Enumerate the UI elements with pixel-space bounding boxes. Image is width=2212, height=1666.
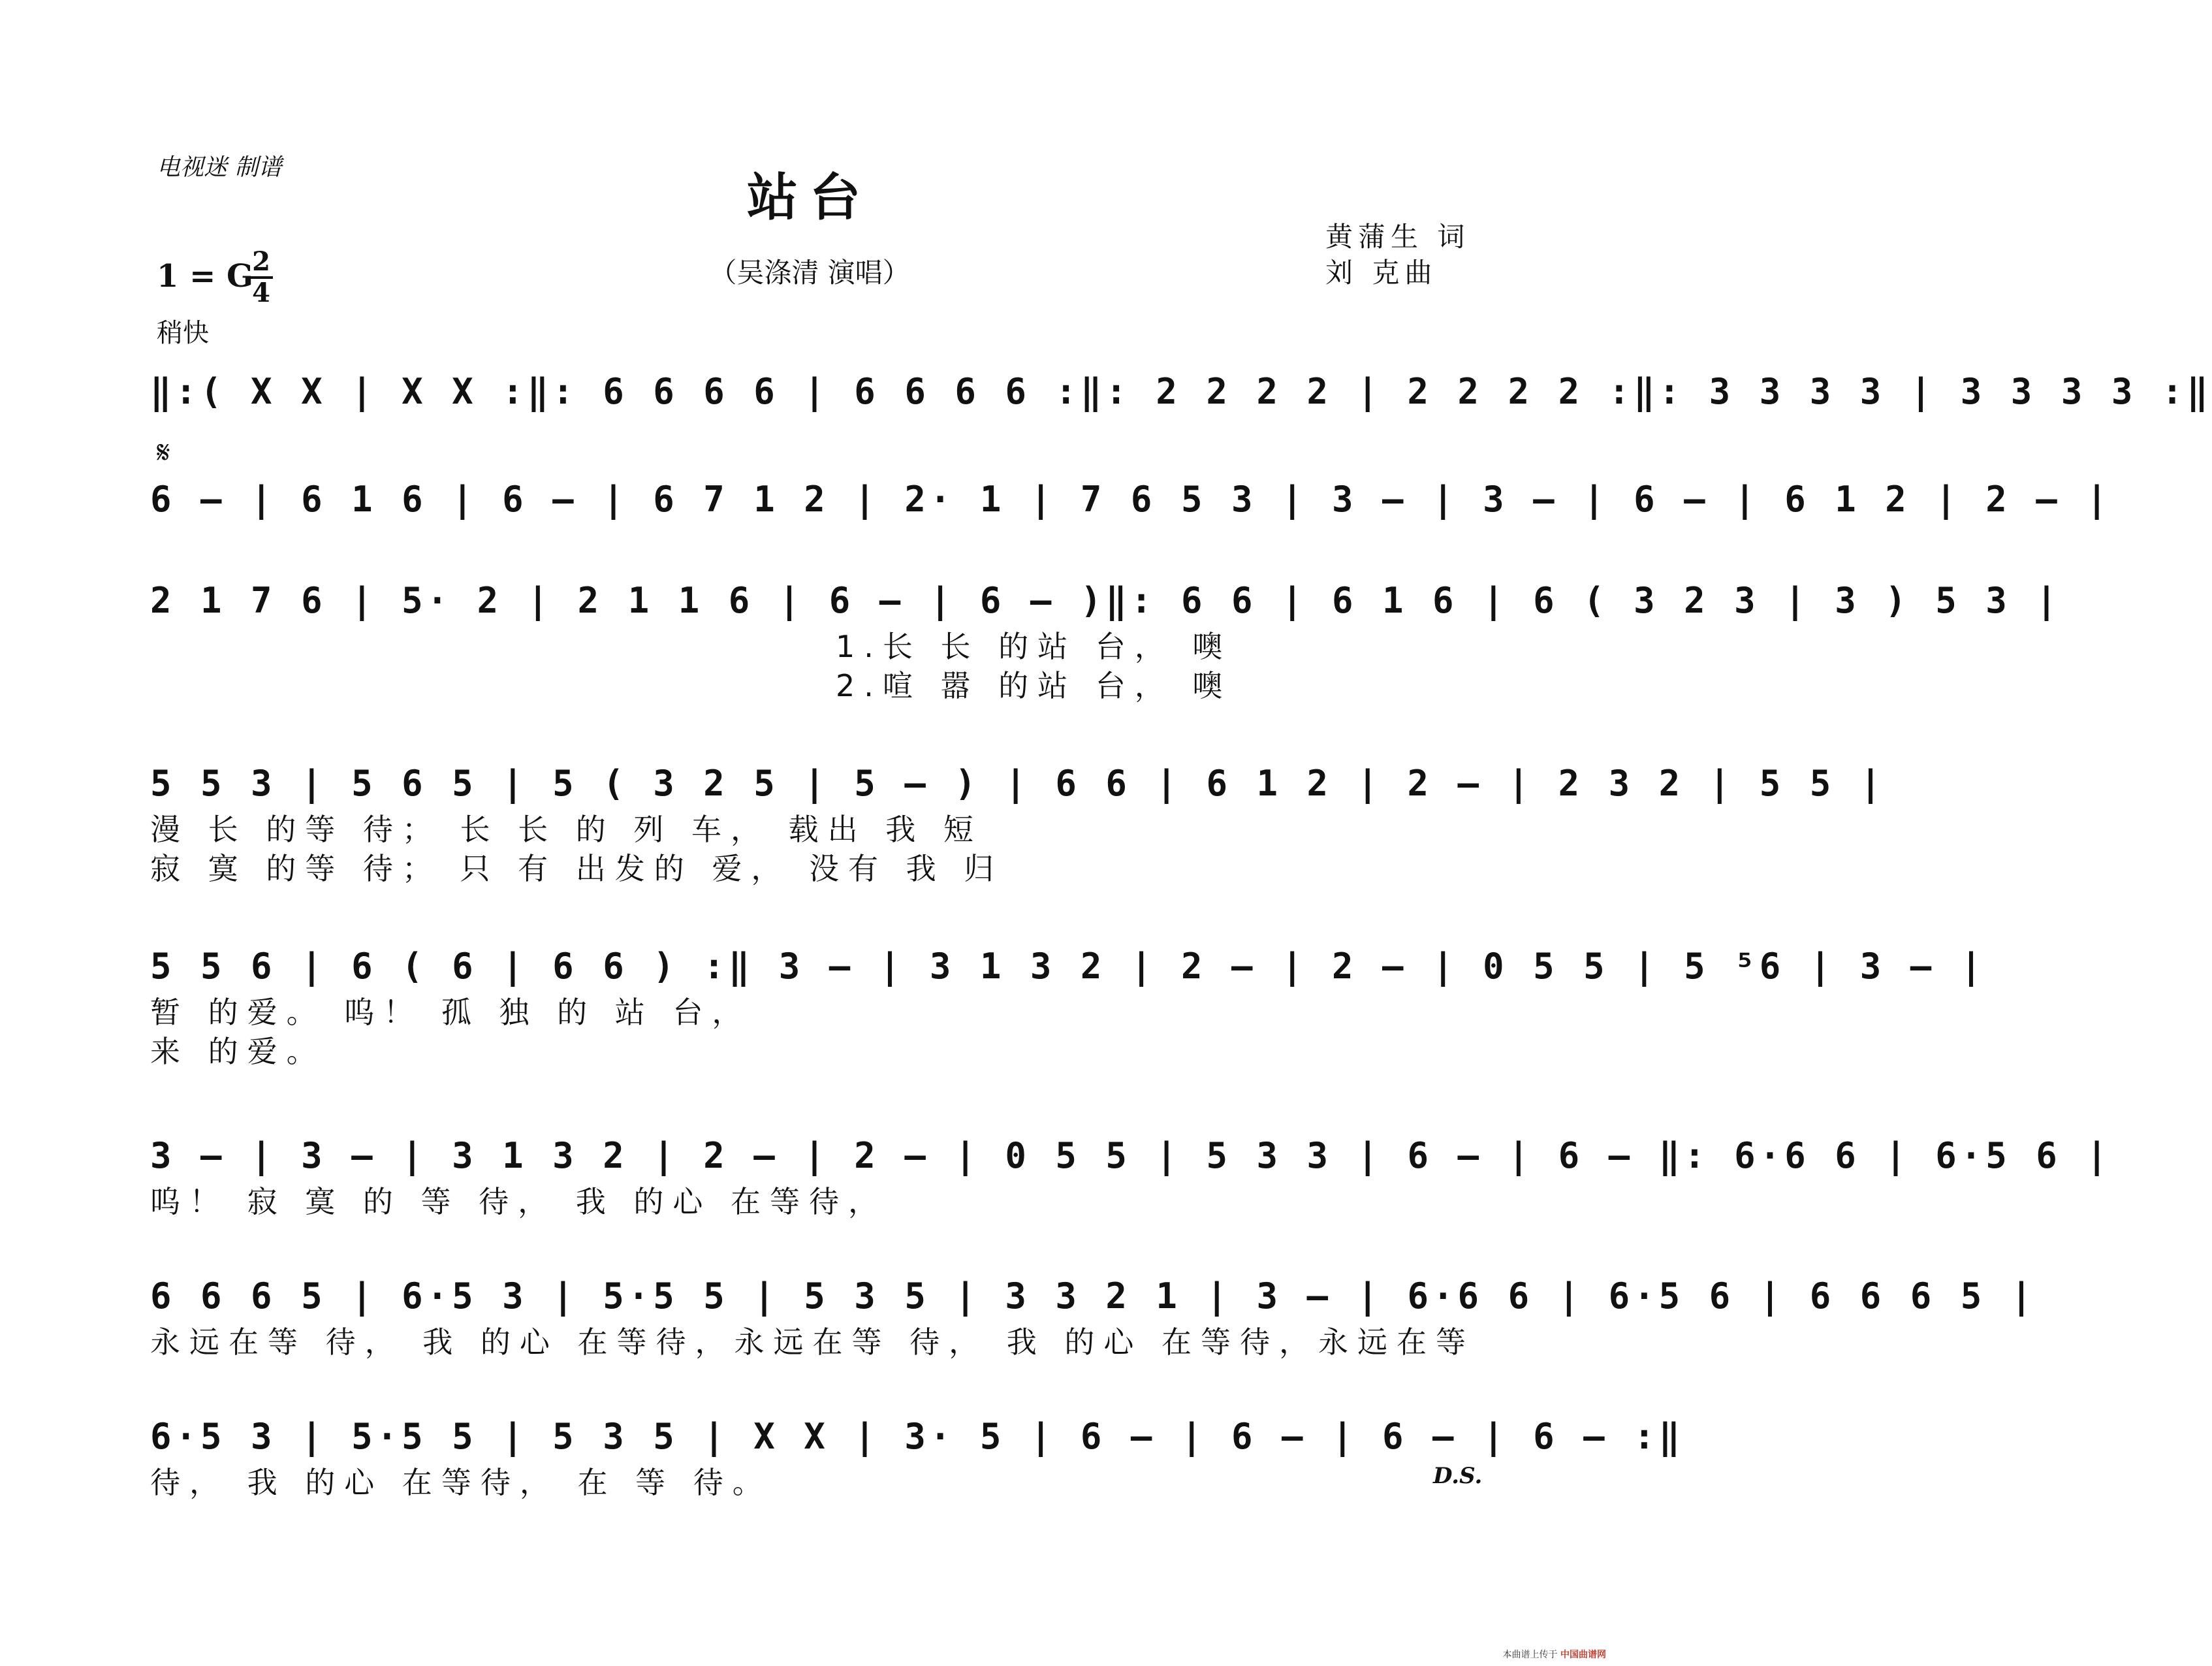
lyric-verse-1: 待， 我 的心 在等待， 在 等 待。 xyxy=(150,1465,772,1500)
score-row-1 xyxy=(150,366,2212,418)
lyricist-credit: 黄蒲生 词 xyxy=(1325,221,1470,253)
lyric-verse-1: 呜！ 寂 寞 的 等 待， 我 的心 在等待， xyxy=(150,1184,887,1219)
site-logo[interactable]: 中国曲谱网 xyxy=(1560,1650,1606,1660)
dal-segno-mark: D.S. xyxy=(1433,1463,1483,1489)
song-title: 站台 xyxy=(746,168,872,227)
score-row-2 xyxy=(150,473,2111,526)
time-signature-bottom: 4 xyxy=(252,278,270,308)
notes-line: 6·5 3 | 5·5 5 | 5 3 5 | X X | 3· 5 | 6 – | 6 – | 6 – | 6 – :‖ xyxy=(150,1416,1684,1457)
lyric-verse-2: 寂 寞 的等 待； 只 有 出发的 爱， 没有 我 归 xyxy=(150,851,1003,886)
segno-icon: 𝄋 xyxy=(157,434,170,471)
lyric-verse-1: 暂 的爱。 呜！ 孤 独 的 站 台， xyxy=(150,995,751,1030)
score-row-6 xyxy=(150,1130,2111,1221)
score-row-7 xyxy=(150,1270,2036,1362)
lyric-verse-1: 1.长 长 的站 台， 噢 xyxy=(836,629,1232,664)
lyric-verse-2: 来 的爱。 xyxy=(150,1034,326,1069)
notes-line: 2 1 7 6 | 5· 2 | 2 1 1 6 | 6 – | 6 – )‖: 6 6 | 6 1 6 | 6 ( 3 2 3 | 3 ) 5 3 | xyxy=(150,580,2061,621)
score-row-8 xyxy=(150,1411,1684,1502)
tempo-marking: 稍快 xyxy=(157,318,209,348)
score-row-4 xyxy=(150,758,1886,888)
notes-line: ‖:( X X | X X :‖: 6 6 6 6 | 6 6 6 6 :‖: 2 2 2 2 | 2 2 2 2 :‖: 3 3 3 3 | 3 3 3 3 :‖ xyxy=(150,371,2212,412)
time-signature-top: 2 xyxy=(252,246,270,277)
notes-line: 6 – | 6 1 6 | 6 – | 6 7 1 2 | 2· 1 | 7 6 5 3 | 3 – | 3 – | 6 – | 6 1 2 | 2 – | xyxy=(150,479,2111,520)
score-maker: 电视迷 制谱 xyxy=(157,154,282,181)
score-row-5 xyxy=(150,940,1986,1071)
key-signature: 1 = G xyxy=(157,258,254,295)
notes-line: 6 6 6 5 | 6·5 3 | 5·5 5 | 5 3 5 | 3 3 2 1 | 3 – | 6·6 6 | 6·5 6 | 6 6 6 5 | xyxy=(150,1275,2036,1317)
composer-credit: 刘 克曲 xyxy=(1325,257,1438,289)
notes-line: 3 – | 3 – | 3 1 3 2 | 2 – | 2 – | 0 5 5 | 5 3 3 | 6 – | 6 – ‖: 6·6 6 | 6·5 6 | xyxy=(150,1135,2111,1176)
footer-upload-text: 本曲谱上传于 xyxy=(1502,1650,1558,1660)
lyric-verse-2: 2.喧 嚣 的站 台， 噢 xyxy=(836,668,1232,703)
lyric-verse-1: 漫 长 的等 待； 长 长 的 列 车， 载出 我 短 xyxy=(150,812,983,847)
score-row-3 xyxy=(150,575,2061,705)
notes-line: 5 5 3 | 5 6 5 | 5 ( 3 2 5 | 5 – ) | 6 6 | 6 1 2 | 2 – | 2 3 2 | 5 5 | xyxy=(150,763,1886,804)
singer-credit: （吴涤清 演唱） xyxy=(709,257,910,289)
lyric-verse-1: 永远在等 待， 我 的心 在等待，永远在等 待， 我 的心 在等待，永远在等 xyxy=(150,1324,1475,1360)
notes-line: 5 5 6 | 6 ( 6 | 6 6 ) :‖ 3 – | 3 1 3 2 | 2 – | 2 – | 0 5 5 | 5 ⁵6 | 3 – | xyxy=(150,946,1986,987)
footer-credit xyxy=(1503,1648,1606,1661)
time-signature xyxy=(248,248,274,307)
